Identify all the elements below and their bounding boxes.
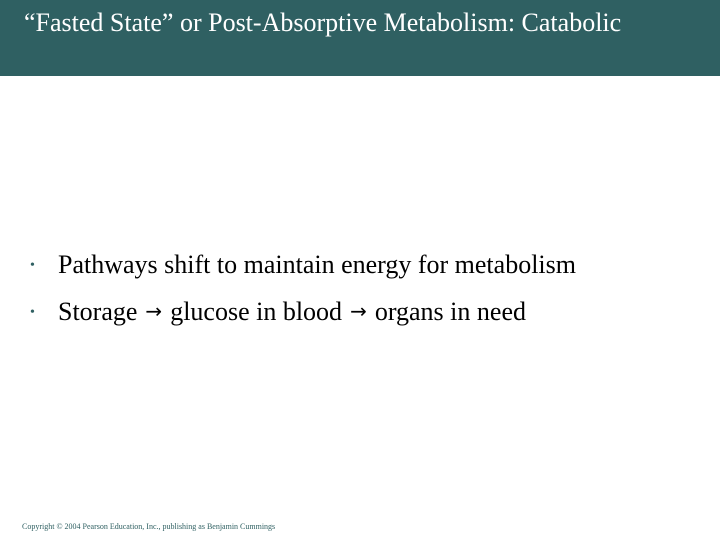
bullet-text: Pathways shift to maintain energy for metabolism bbox=[58, 250, 576, 279]
bullet-icon: • bbox=[30, 258, 35, 273]
bullet-text-glucose: glucose in blood bbox=[170, 297, 343, 326]
bullet-text-storage: Storage bbox=[58, 297, 138, 326]
right-arrow-icon: → bbox=[350, 299, 367, 323]
bullet-text-organs: organs in need bbox=[374, 297, 526, 326]
copyright-notice: Copyright © 2004 Pearson Education, Inc., publishing as Benjamin Cummings bbox=[22, 522, 276, 531]
bullet-list bbox=[30, 244, 710, 338]
right-arrow-icon: → bbox=[145, 299, 163, 323]
slide-title: “Fasted State” or Post-Absorptive Metabolism: Catabolic bbox=[24, 8, 622, 37]
bullet-item bbox=[30, 291, 710, 338]
bullet-item bbox=[30, 244, 710, 291]
bullet-icon: • bbox=[30, 305, 35, 320]
title-bar bbox=[0, 0, 720, 76]
